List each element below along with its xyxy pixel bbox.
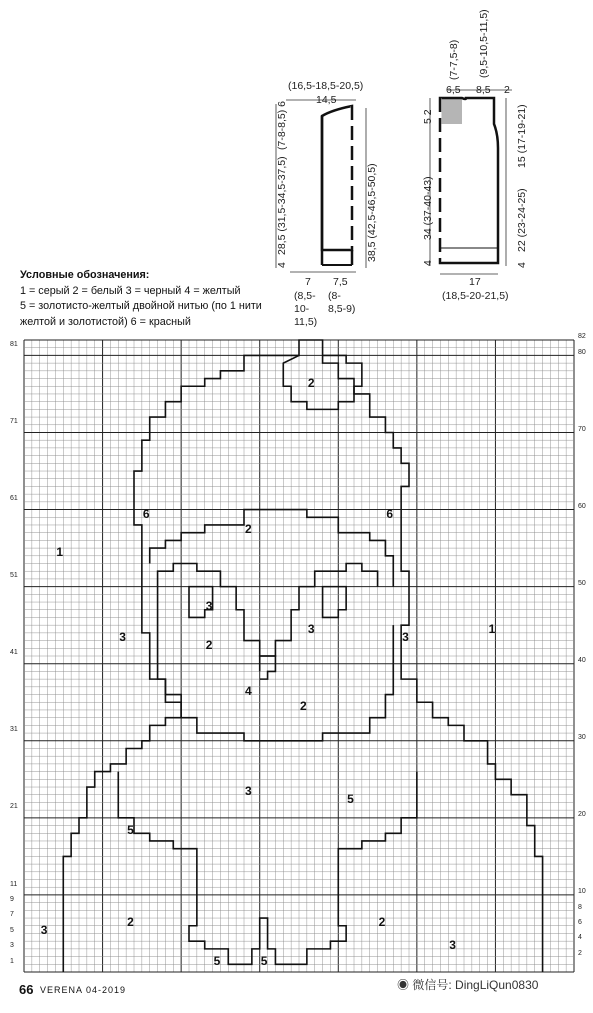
row-number-right: 20 xyxy=(578,811,586,819)
row-number-left: 51 xyxy=(10,572,18,580)
sleeve-body-height: 38,5 (42,5-46,5-50,5) xyxy=(366,163,378,262)
row-number-left: 41 xyxy=(10,649,18,657)
color-code-label: 2 xyxy=(245,521,252,536)
row-number-left: 3 xyxy=(10,942,14,950)
sleeve-top-width-sizes: (16,5-18,5-20,5) xyxy=(288,80,364,92)
color-code-label: 2 xyxy=(378,915,386,930)
legend-line-2: 5 = золотисто-желтый двойной нитью (по 1 нити xyxy=(20,300,262,312)
body-width-sizes: (18,5-20-21,5) xyxy=(442,290,509,302)
sleeve-bottom-right-sizes: (8-8,5-9) xyxy=(328,290,356,315)
row-number-left: 9 xyxy=(10,895,14,903)
color-code-label: 5 xyxy=(127,822,134,837)
body-neck-width: 8,5 xyxy=(476,84,491,96)
color-code-label: 2 xyxy=(300,699,307,714)
row-number-right: 82 xyxy=(578,333,586,341)
row-number-right: 8 xyxy=(578,903,582,911)
body-side-height: 34 (37-40-43) xyxy=(422,176,434,240)
sleeve-top-width: 14,5 xyxy=(316,94,337,106)
sleeve-bottom-right: 7,5 xyxy=(333,276,348,288)
row-number-right: 40 xyxy=(578,657,586,664)
row-number-left: 31 xyxy=(10,726,18,734)
color-code-label: 3 xyxy=(402,629,409,644)
body-bottom-cuff: 4 xyxy=(516,262,528,268)
color-code-label: 3 xyxy=(449,938,456,953)
row-number-right: 70 xyxy=(578,425,586,433)
row-number-left: 5 xyxy=(10,926,14,934)
row-number-left: 11 xyxy=(10,880,18,888)
color-code-label: 6 xyxy=(386,506,394,521)
color-code-label: 3 xyxy=(205,599,213,614)
color-code-label: 2 xyxy=(307,375,315,390)
sleeve-cuff: 4 xyxy=(276,262,288,268)
row-number-left: 1 xyxy=(10,957,14,965)
body-neck-width-sizes: (9,5-10,5-11,5) xyxy=(478,9,490,78)
row-number-right: 50 xyxy=(578,579,586,587)
sleeve-bottom-left: 7 xyxy=(305,276,311,288)
color-code-label: 3 xyxy=(307,622,315,637)
sleeve-cap-height: (7-8-8,5) 6 xyxy=(276,100,288,150)
body-shoulder: 6,5 xyxy=(446,84,461,96)
color-code-label: 5 xyxy=(347,791,354,806)
legend-line-1: 1 = серый 2 = белый 3 = черный 4 = желтый xyxy=(20,284,241,297)
row-number-right: 60 xyxy=(578,502,586,510)
row-number-right: 2 xyxy=(578,949,582,957)
color-code-label: 1 xyxy=(56,545,64,560)
color-code-label: 3 xyxy=(40,922,48,937)
legend-line-3: желтой и золотистой) 6 = красный xyxy=(20,315,191,328)
legend-title: Условные обозначения: xyxy=(20,269,150,281)
row-number-left: 7 xyxy=(10,911,14,919)
body-lower-right: 22 (23-24-25) xyxy=(516,188,528,252)
color-code-label: 2 xyxy=(127,915,134,930)
row-number-left: 71 xyxy=(10,418,18,426)
color-code-label: 3 xyxy=(245,784,252,799)
color-code-label: 5 xyxy=(213,953,221,968)
magazine-issue: VERENA 04-2019 xyxy=(40,985,127,995)
row-number-left: 21 xyxy=(10,803,18,811)
wechat-watermark: ◉ 微信号: DingLiQun0830 xyxy=(397,978,539,992)
color-code-label: 5 xyxy=(260,953,268,968)
color-code-label: 6 xyxy=(142,506,150,521)
wechat-icon: ◉ xyxy=(397,978,410,992)
row-number-left: 61 xyxy=(10,495,18,503)
sleeve-bottom-left-sizes: (8,5-10-11,5) xyxy=(294,290,318,328)
body-top-left: 5 2 xyxy=(422,109,434,124)
color-code-label: 2 xyxy=(205,637,213,652)
row-number-right: 4 xyxy=(578,934,582,942)
row-number-right: 80 xyxy=(578,348,586,356)
body-shoulder-sizes: (7-7,5-8) xyxy=(448,39,460,80)
body-shoulder-drop: 2 xyxy=(504,84,510,96)
row-number-right: 6 xyxy=(578,919,582,927)
row-number-right: 10 xyxy=(578,888,586,896)
color-code-label: 1 xyxy=(488,622,496,637)
sleeve-side-height: 28,5 (31,5-34,5-37,5) xyxy=(276,156,288,255)
body-width: 17 xyxy=(469,276,481,288)
body-armhole: 15 (17-19-21) xyxy=(516,104,528,168)
body-cuff: 4 xyxy=(422,260,434,266)
color-code-label: 4 xyxy=(245,683,252,698)
page-number: 66 xyxy=(19,982,34,997)
row-number-right: 30 xyxy=(578,734,586,742)
row-number-left: 81 xyxy=(10,341,18,348)
color-code-label: 3 xyxy=(119,629,126,644)
